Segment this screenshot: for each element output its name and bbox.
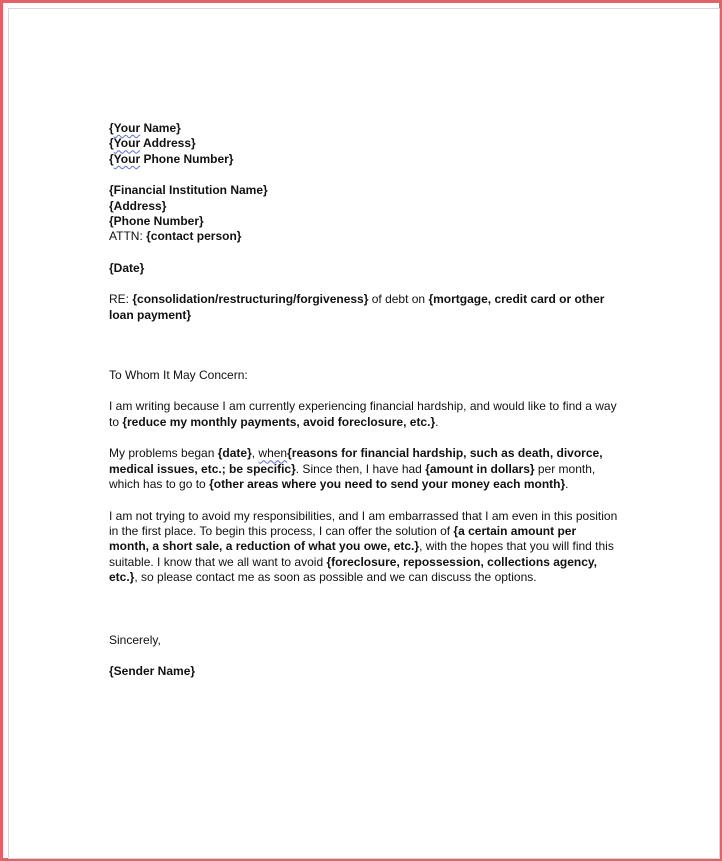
signature: {Sender Name}	[109, 663, 196, 678]
sender-name-line: {Your Name}	[109, 121, 181, 135]
recipient-block	[109, 183, 614, 245]
recipient-address: {Address}	[109, 198, 167, 213]
paragraph-2: My problems began {date}, when{reasons for financial hardship, such as death, divorce, medical issues, etc.; be specific}. Since then, I have had {amount in dollars} per month, which has to go to {other areas where you need to send your money each month}.	[109, 446, 603, 492]
spellcheck-word: Your	[113, 151, 141, 166]
letter-body	[109, 121, 618, 679]
spellcheck-word: Your	[113, 136, 141, 151]
re-line: RE: {consolidation/restructuring/forgiveness} of debt on {mortgage, credit card or other loan payment}	[109, 292, 605, 322]
closing: Sincerely,	[109, 632, 161, 647]
spellcheck-word: Your	[113, 121, 141, 135]
date-line: {Date}	[109, 260, 145, 275]
paragraph-1: I am writing because I am currently experiencing financial hardship, and would like to find a way to {reduce my monthly payments, avoid foreclosure, etc.}.	[109, 399, 617, 429]
spellcheck-word: when	[258, 446, 288, 461]
salutation: To Whom It May Concern:	[109, 368, 248, 383]
paragraph-3: I am not trying to avoid my responsibilities, and I am embarrassed that I am even in this position in the first place. To begin this process, I can offer the solution of {a certain amount per month, a short sale, a reduction of what you owe, etc.}, with the hopes that you will find this suitable. I know that we all want to avoid {foreclosure, repossession, collections agency, etc.}, so please contact me as soon as possible and we can discuss the options.	[109, 508, 618, 585]
sender-address-line: {Your Address}	[109, 136, 196, 151]
recipient-institution: {Financial Institution Name}	[109, 183, 268, 198]
sender-block	[109, 121, 614, 167]
sender-phone-line: {Your Phone Number}	[109, 151, 234, 166]
recipient-phone: {Phone Number}	[109, 214, 204, 229]
recipient-attn: ATTN: {contact person}	[109, 229, 242, 244]
